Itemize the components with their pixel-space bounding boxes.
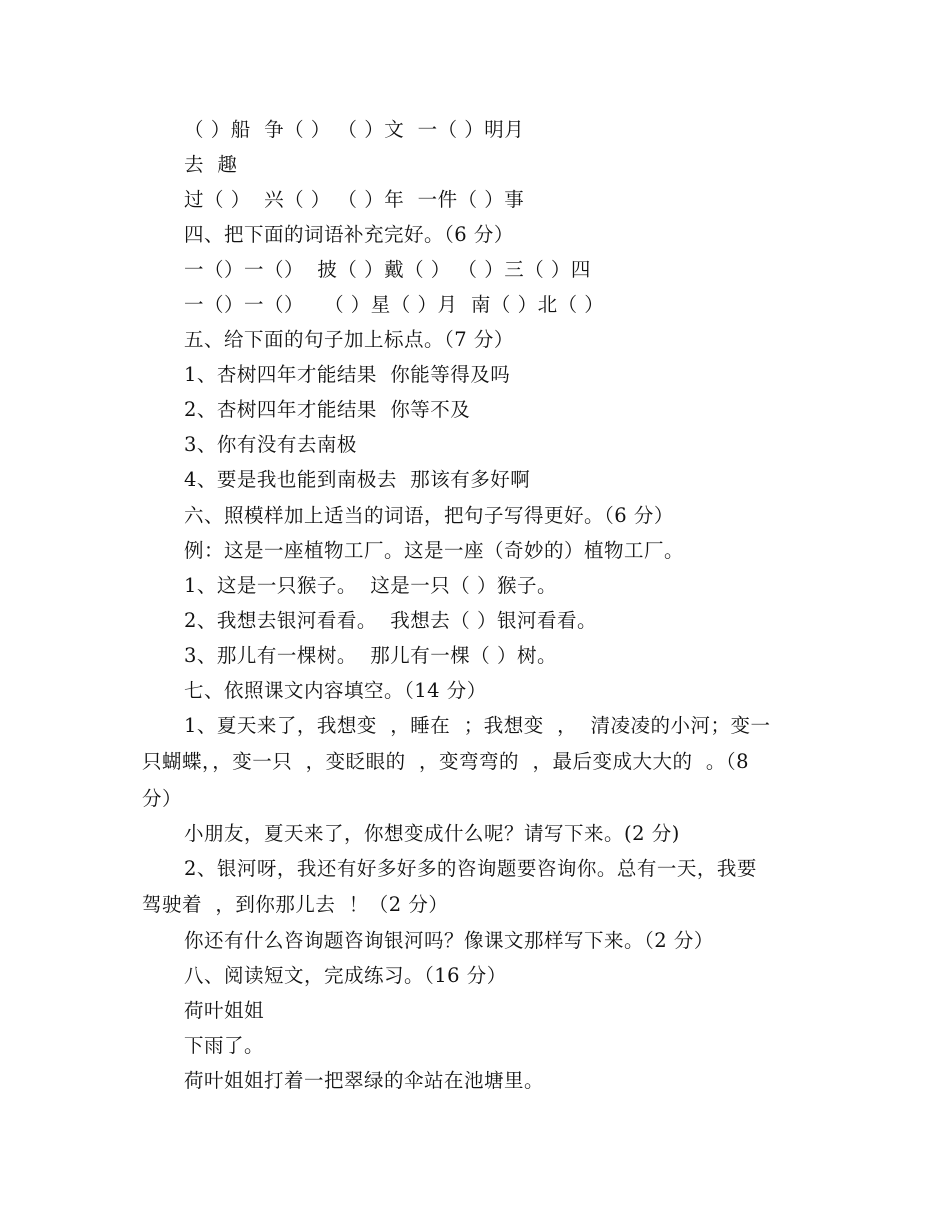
section-7-item-2-line-2: 驾驶着 ，到你那儿去 ！（2 分）: [142, 893, 449, 916]
section-7-item-1-line-3: 分）: [142, 787, 183, 810]
passage-line-2: 荷叶姐姐打着一把翠绿的伞站在池塘里。: [184, 1069, 545, 1092]
section-5-item-2: 2、杏树四年才能结果 你等不及: [184, 398, 471, 421]
section-5-heading: 五、给下面的句子加上标点。（7 分）: [184, 328, 514, 351]
section-4-line-2: 一（）一（） （ ）星（ ）月 南（ ）北（ ）: [184, 293, 605, 316]
section-6-item-3: 3、那儿有一棵树。 那儿有一棵（ ）树。: [184, 644, 558, 667]
section-6-heading: 六、照模样加上适当的词语，把句子写得更好。（6 分）: [184, 504, 674, 527]
section-5-item-3: 3、你有没有去南极: [184, 433, 357, 456]
idiom-fill-line-2: 去 趣: [184, 153, 238, 176]
section-6-example: 例：这是一座植物工厂。这是一座（奇妙的）植物工厂。: [184, 539, 685, 562]
idiom-fill-line-1: （ ）船 争（ ） （ ）文 一（ ）明月: [184, 118, 525, 141]
passage-title: 荷叶姐姐: [184, 999, 265, 1022]
section-5-item-4: 4、要是我也能到南极去 那该有多好啊: [184, 468, 531, 491]
section-6-item-2: 2、我想去银河看看。 我想去（ ）银河看看。: [184, 609, 598, 632]
idiom-fill-line-3: 过（ ） 兴（ ） （ ）年 一件（ ）事: [184, 188, 525, 211]
section-7-item-1-line-2: 只蝴蝶，，变一只 ，变眨眼的 ，变弯弯的 ，最后变成大大的 。（8: [142, 750, 749, 773]
section-7-prompt-1: 小朋友，夏天来了，你想变成什么呢？请写下来。(2 分): [184, 822, 680, 845]
section-7-heading: 七、依照课文内容填空。（14 分）: [184, 679, 487, 702]
passage-line-1: 下雨了。: [184, 1034, 265, 1057]
section-7-prompt-2: 你还有什么咨询题咨询银河吗？像课文那样写下来。（2 分）: [184, 929, 714, 952]
section-7-item-2-line-1: 2、银河呀，我还有好多好多的咨询题要咨询你。总有一天，我要: [184, 857, 757, 880]
section-5-item-1: 1、杏树四年才能结果 你能等得及吗: [184, 363, 511, 386]
section-6-item-1: 1、这是一只猴子。 这是一只（ ）猴子。: [184, 574, 558, 597]
section-4-line-1: 一（）一（） 披（ ）戴（ ） （ ）三（ ）四: [184, 258, 591, 281]
section-8-heading: 八、阅读短文，完成练习。（16 分）: [184, 964, 507, 987]
section-7-item-1-line-1: 1、夏天来了，我想变 ，睡在 ；我想变 ， 清凌凌的小河；变一: [184, 714, 771, 737]
section-4-heading: 四、把下面的词语补充完好。（6 分）: [184, 223, 514, 246]
